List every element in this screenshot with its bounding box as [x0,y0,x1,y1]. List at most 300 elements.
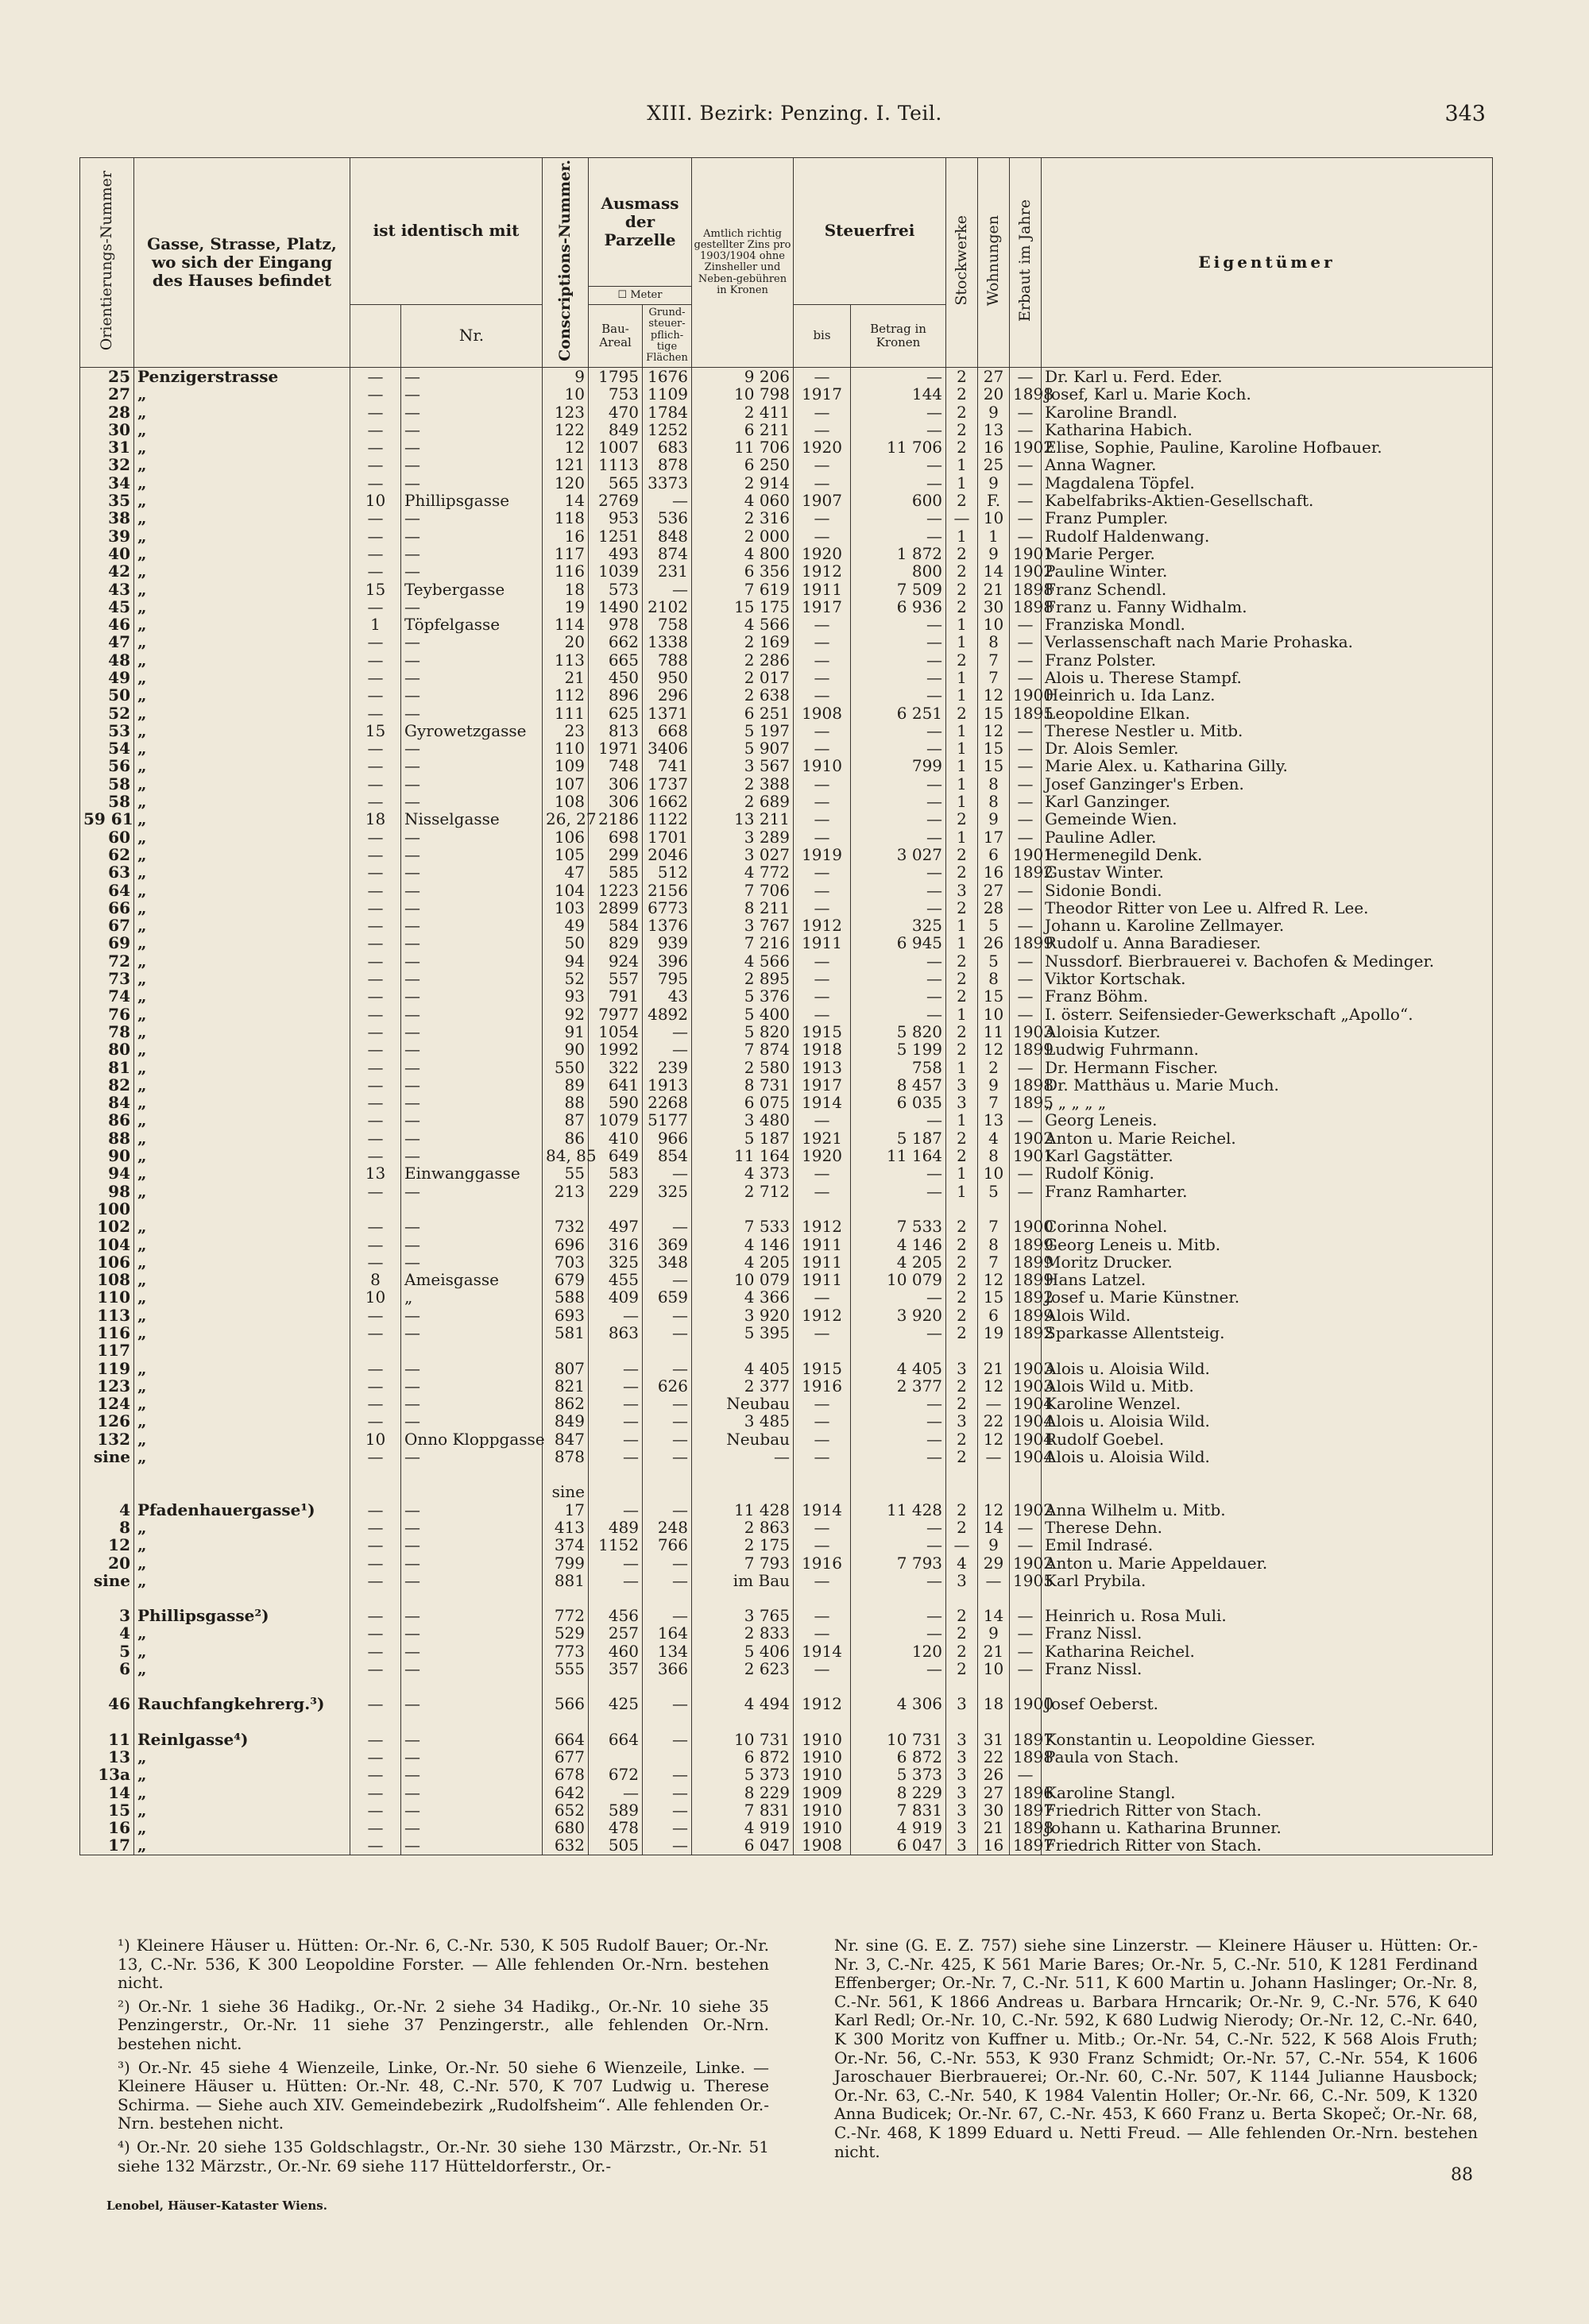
cell [134,1677,350,1695]
cell: 80 [80,1040,134,1058]
cell: 10 [978,509,1010,527]
table-row [80,722,1493,739]
cell [692,1712,794,1730]
cell: Georg Leneis u. Mitb. [1042,1235,1493,1253]
cell: — [794,1288,851,1306]
cell: Dr. Matthäus u. Marie Much. [1042,1076,1493,1094]
footnote: ⁴) Or.-Nr. 20 siehe 135 Goldschlagstr., Or.-Nr. 30 siehe 130 Märzstr., Or.-Nr. 51 siehe 132 Märzstr., Or.-Nr. 69 siehe 117 Hütteldorferstr., Or.- [118,2137,769,2175]
cell [692,1342,794,1359]
cell: — [350,1607,401,1624]
cell: „ [134,863,350,881]
cell: 4 [946,1554,978,1571]
cell: 5 376 [692,987,794,1005]
table-row [80,863,1493,881]
cell: „ [134,1801,350,1819]
cell [794,1712,851,1730]
cell: Reinlgasse⁴) [134,1730,350,1747]
cell: 1920 [794,1147,851,1164]
cell: „ [134,1748,350,1766]
cell: — [643,1554,692,1571]
cell: — [851,899,946,917]
cell: 2 388 [692,775,794,793]
cell: „ [134,1412,350,1430]
cell: 1899 [1010,1235,1042,1253]
cell: 3 [946,1783,978,1801]
cell: — [794,863,851,881]
cell: — [350,1147,401,1164]
cell: 2 [946,846,978,863]
cell: 1897 [1010,1801,1042,1819]
cell: Karl Gagstätter. [1042,1147,1493,1164]
cell: 1 [946,793,978,810]
cell: — [401,1412,543,1430]
table-row [80,1307,1493,1324]
cell: „ [134,846,350,863]
cell: 1909 [794,1783,851,1801]
cell: — [401,421,543,438]
cell: — [1010,633,1042,650]
cell: — [401,1660,543,1677]
cell: 6 047 [692,1836,794,1855]
cell [1042,1465,1493,1483]
col-nr: Nr. [401,304,543,367]
cell: 35 [80,492,134,509]
cell: 49 [543,917,589,934]
cell: „ [134,633,350,650]
cell: 15 [978,1288,1010,1306]
cell: 6 [978,846,1010,863]
cell: 2 [946,1129,978,1147]
cell: — [1010,1536,1042,1554]
cell: 7 533 [851,1218,946,1235]
cell: 88 [80,1129,134,1147]
cell: 144 [851,385,946,403]
cell [543,1589,589,1607]
cell: 105 [543,846,589,863]
cell: 11 164 [692,1147,794,1164]
cell: — [401,1076,543,1094]
cell: 1 [978,527,1010,544]
cell: 28 [978,899,1010,917]
cell: I. österr. Seifensieder-Gewerkschaft „Apollo“. [1042,1006,1493,1023]
cell: 1338 [643,633,692,650]
cell: — [350,456,401,473]
cell: „ [134,1253,350,1271]
cell: 493 [589,545,643,562]
cell: — [401,1324,543,1342]
cell: — [401,385,543,403]
cell: 1898 [1010,385,1042,403]
cell: 1898 [1010,1819,1042,1836]
cell: — [589,1395,643,1412]
table-row [80,1129,1493,1147]
cell: 14 [80,1783,134,1801]
cell: 2 411 [692,403,794,420]
cell: 64 [80,881,134,898]
cell: — [851,952,946,970]
cell [589,1677,643,1695]
cell: 117 [543,545,589,562]
col-identisch-spacer [350,304,401,367]
cell: — [350,385,401,403]
cell: Friedrich Ritter von Stach. [1042,1801,1493,1819]
cell: 53 [80,722,134,739]
cell: 325 [851,917,946,934]
cell: „ [134,1660,350,1677]
cell [978,1483,1010,1500]
cell [692,1589,794,1607]
cell: „ [134,421,350,438]
cell: 565 [589,474,643,492]
cell: „ [134,1836,350,1855]
cell: Katharina Habich. [1042,421,1493,438]
cell: 1892 [1010,1288,1042,1306]
cell: 664 [589,1730,643,1747]
cell: 1915 [794,1023,851,1040]
cell: 104 [80,1235,134,1253]
cell: Moritz Drucker. [1042,1253,1493,1271]
cell: 3 920 [692,1307,794,1324]
cell: — [401,987,543,1005]
cell: 2 689 [692,793,794,810]
cell: 113 [543,651,589,669]
cell: 821 [543,1377,589,1395]
cell: Anton u. Marie Reichel. [1042,1129,1493,1147]
cell: Elise, Sophie, Pauline, Karoline Hofbauer. [1042,438,1493,456]
cell: „ [134,1094,350,1111]
cell: „ [134,438,350,456]
cell: 4 [978,1129,1010,1147]
cell: 512 [643,863,692,881]
cell: 1 [946,1058,978,1075]
cell: 9 [978,810,1010,828]
cell: „ [134,1111,350,1129]
cell: „ [134,1359,350,1376]
col-eigent: Eigentümer [1042,158,1493,368]
cell: 799 [543,1554,589,1571]
cell: 1 [946,616,978,633]
cell: „ [134,1147,350,1164]
cell: 229 [589,1182,643,1199]
cell: — [794,367,851,385]
cell: — [401,917,543,934]
cell [794,1483,851,1500]
cell: 550 [543,1058,589,1075]
cell: „ [134,970,350,987]
cell: 4 306 [851,1695,946,1712]
cell: „ [134,1395,350,1412]
table-row [80,598,1493,616]
cell: 2 [978,1058,1010,1075]
cell: Emil Indrasé. [1042,1536,1493,1554]
table-row [80,686,1493,704]
cell [643,1748,692,1766]
cell: 4 146 [692,1235,794,1253]
cell: 2186 [589,810,643,828]
cell: „ [134,1218,350,1235]
cell: — [401,562,543,580]
cell: 21 [543,669,589,686]
cell [1042,1589,1493,1607]
cell: — [643,1324,692,1342]
cell: — [851,1288,946,1306]
cell: 14 [543,492,589,509]
cell: „ [134,527,350,544]
cell: — [401,1766,543,1783]
cell [794,1342,851,1359]
cell: 557 [589,970,643,987]
cell: Corinna Nohel. [1042,1218,1493,1235]
cell: — [350,562,401,580]
cell: 791 [589,987,643,1005]
cell: Alois Wild u. Mitb. [1042,1377,1493,1395]
cell: 5177 [643,1111,692,1129]
cell: — [794,1164,851,1182]
cell: Franziska Mondl. [1042,616,1493,633]
cell: 2 000 [692,527,794,544]
cell: 8 [978,633,1010,650]
cell: 12 [543,438,589,456]
cell: 7 509 [851,580,946,597]
cell: Karoline Stangl. [1042,1783,1493,1801]
cell: 56 [80,757,134,774]
cell: 122 [543,421,589,438]
cell: 296 [643,686,692,704]
table-row [80,1218,1493,1235]
cell: 46 [80,616,134,633]
cell: — [1010,1766,1042,1783]
cell: Karoline Brandl. [1042,403,1493,420]
cell: „ [134,686,350,704]
cell: — [350,846,401,863]
cell: 2 175 [692,1536,794,1554]
cell: — [401,403,543,420]
cell: 807 [543,1359,589,1376]
cell: 5 820 [692,1023,794,1040]
cell: „ [134,1519,350,1536]
cell: 1371 [643,704,692,721]
cell: 3 [946,1695,978,1712]
cell: 863 [589,1324,643,1342]
cell: — [350,775,401,793]
cell: — [851,1607,946,1624]
cell: 123 [80,1377,134,1395]
cell: „ [134,722,350,739]
cell: 1897 [1010,1730,1042,1747]
cell: 4 919 [692,1819,794,1836]
cell: 118 [543,509,589,527]
cell: 1701 [643,828,692,846]
cell: 84, 85 [543,1147,589,1164]
cell: 325 [589,1253,643,1271]
cell: — [1010,474,1042,492]
cell: 2268 [643,1094,692,1111]
cell: 20 [80,1554,134,1571]
cell: 15 [978,987,1010,1005]
cell: Rudolf u. Anna Baradieser. [1042,934,1493,952]
cell: Josef u. Marie Künstner. [1042,1288,1493,1306]
cell: Franz Ramharter. [1042,1182,1493,1199]
cell: 55 [543,1164,589,1182]
cell: 5 199 [851,1040,946,1058]
cell: — [794,970,851,987]
cell: — [589,1359,643,1376]
cell: Dr. Alois Semler. [1042,739,1493,757]
cell: „ [134,793,350,810]
cell: 66 [80,899,134,917]
cell: 2 286 [692,651,794,669]
cell: 1252 [643,421,692,438]
cell [692,1677,794,1695]
cell: — [794,1412,851,1430]
cell: 16 [543,527,589,544]
cell: 773 [543,1643,589,1660]
cell: 2 [946,1430,978,1448]
cell: — [401,527,543,544]
cell: 28 [80,403,134,420]
cell: Therese Dehn. [1042,1519,1493,1536]
footnote: ¹) Kleinere Häuser u. Hütten: Or.-Nr. 6, C.-Nr. 530, K 505 Rudolf Bauer; Or.-Nr. 13, C.-Nr. 536, K 300 Leopoldine Forster. — Alle fehlenden Or.-Nrn. bestehen nicht. [118,1936,769,1993]
cell [350,1200,401,1218]
cell: 325 [643,1182,692,1199]
cell: 50 [543,934,589,952]
table-row [80,739,1493,757]
cell: 1 [946,1164,978,1182]
cell: — [851,1536,946,1554]
cell: 1898 [1010,1076,1042,1094]
cell: — [350,863,401,881]
cell [643,1342,692,1359]
cell: Marie Perger. [1042,545,1493,562]
cell: 7 [978,651,1010,669]
cell: 21 [978,580,1010,597]
cell: Georg Leneis. [1042,1111,1493,1129]
cell: Nisselgasse [401,810,543,828]
cell: — [401,1058,543,1075]
cell: — [794,1660,851,1677]
cell: 13 [978,1111,1010,1129]
cell: 2 [946,1147,978,1164]
cell: Onno Kloppgasse [401,1430,543,1448]
cell [401,1483,543,1500]
cell: 862 [543,1395,589,1412]
cell: — [1010,970,1042,987]
cell: — [946,1536,978,1554]
cell: 7 874 [692,1040,794,1058]
cell: 9 [978,1624,1010,1642]
cell: 1911 [794,934,851,952]
cell: — [350,1129,401,1147]
cell: 5 395 [692,1324,794,1342]
cell: — [851,686,946,704]
cell [1042,1200,1493,1218]
table-row [80,1589,1493,1607]
table-row [80,1836,1493,1855]
cell: 848 [643,527,692,544]
cell: 15 [978,739,1010,757]
cell: 2 638 [692,686,794,704]
cell [350,1483,401,1500]
cell: „ [134,1766,350,1783]
cell: Johann u. Karoline Zellmayer. [1042,917,1493,934]
cell: 1904 [1010,1430,1042,1448]
cell: — [401,1819,543,1836]
cell: „ [134,1554,350,1571]
cell: 1895 [1010,1094,1042,1111]
cell: 76 [80,1006,134,1023]
cell: — [350,1554,401,1571]
cell: 15 [978,757,1010,774]
cell: „ [134,917,350,934]
cell: 47 [80,633,134,650]
cell: — [851,1660,946,1677]
cell: F. [978,492,1010,509]
publisher-line: Lenobel, Häuser-Kataster Wiens. [106,2199,327,2213]
cell: 2 316 [692,509,794,527]
cell: 2 [946,1519,978,1536]
cell [401,1200,543,1218]
signature-mark: 88 [1451,2165,1473,2185]
cell: — [794,1395,851,1412]
cell: 3 480 [692,1111,794,1129]
cell: 106 [543,828,589,846]
cell: „ [134,1058,350,1075]
cell: Franz Nissl. [1042,1660,1493,1677]
cell: 1899 [1010,1040,1042,1058]
cell: „ [134,810,350,828]
cell: Gustav Winter. [1042,863,1493,881]
cell: — [851,527,946,544]
cell: „ [134,934,350,952]
cell: — [401,899,543,917]
cell: 1919 [794,846,851,863]
table-row [80,1253,1493,1271]
table-row [80,562,1493,580]
cell: 40 [80,545,134,562]
cell: — [794,987,851,1005]
cell: 1920 [794,438,851,456]
house-register-table [79,157,1493,1855]
col-steuerfrei: Steuerfrei [794,158,946,305]
cell: — [350,438,401,456]
table-row [80,934,1493,952]
cell: 849 [589,421,643,438]
cell: 29 [978,1554,1010,1571]
cell: — [794,775,851,793]
col-betrag: Betrag in Kronen [851,304,946,367]
cell: — [1010,1660,1042,1677]
cell: 9 [978,474,1010,492]
cell: — [794,828,851,846]
cell: 164 [643,1624,692,1642]
cell: — [401,1235,543,1253]
cell: 800 [851,562,946,580]
cell [401,1465,543,1483]
cell: Sparkasse Allentsteig. [1042,1324,1493,1342]
cell: — [643,1572,692,1589]
cell: 1 [946,1006,978,1023]
cell: 6 047 [851,1836,946,1855]
cell: 27 [978,881,1010,898]
cell [1010,1589,1042,1607]
cell: 6 250 [692,456,794,473]
cell: 10 [350,492,401,509]
cell: 306 [589,793,643,810]
table-row [80,1766,1493,1783]
cell: 2 [946,899,978,917]
cell: 121 [543,456,589,473]
cell: 3 [946,1572,978,1589]
